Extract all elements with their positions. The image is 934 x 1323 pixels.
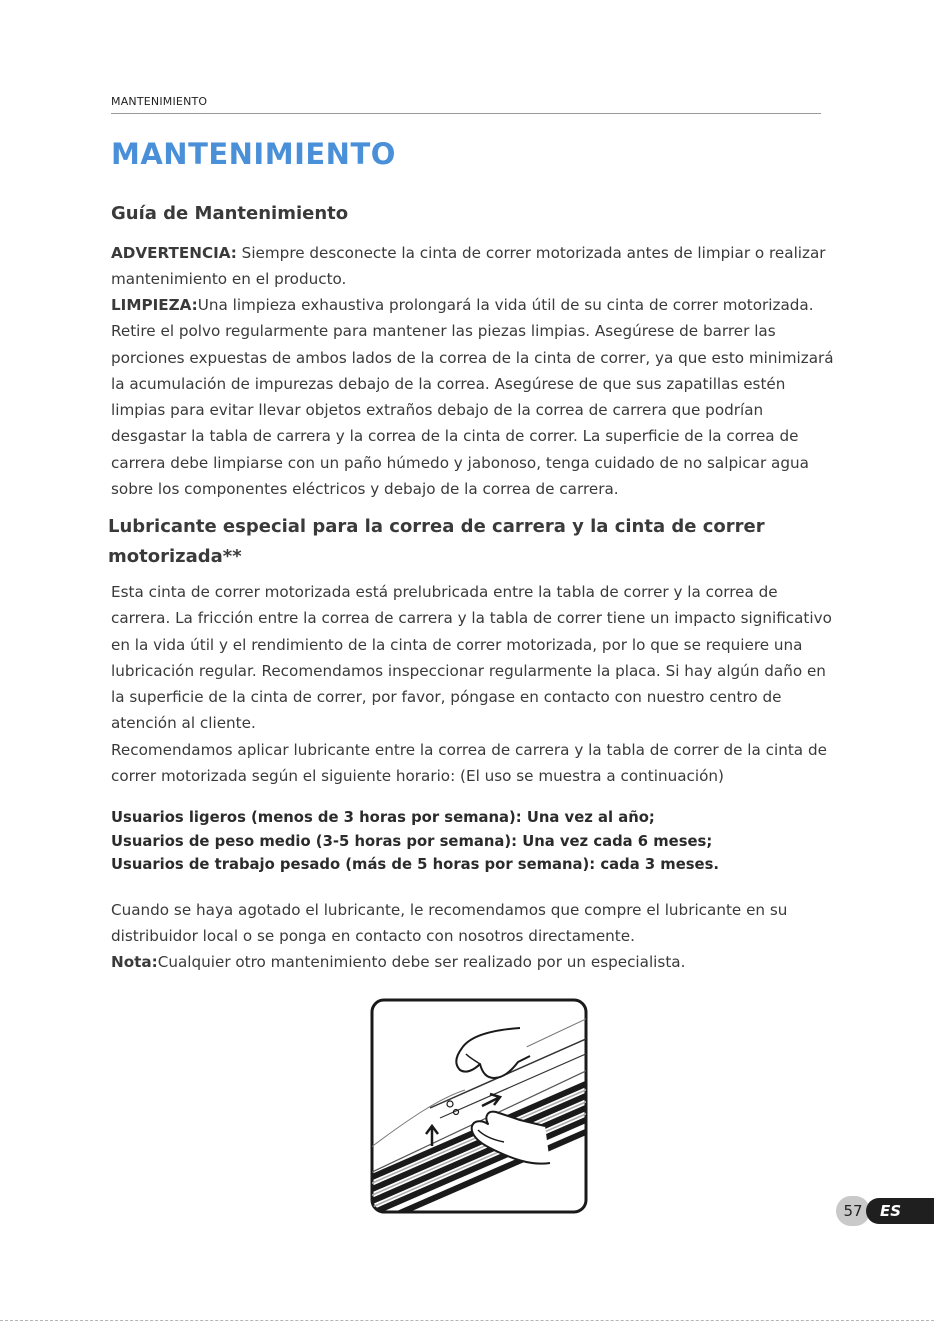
lubricating-treadmill-belt-illustration [370, 998, 588, 1214]
lubrication-schedule [111, 806, 719, 877]
lubricant-heading: Lubricante especial para la correa de carrera y la cinta de correr motorizada** [108, 516, 765, 567]
lubricant-paragraph-2: Recomendamos aplicar lubricante entre la correa de carrera y la tabla de correr de la cinta de correr motorizada según el siguiente horario: (El uso se muestra a continuación) [111, 741, 827, 786]
page-number-badge: 57 [836, 1196, 870, 1226]
schedule-item-heavy: Usuarios de trabajo pesado (más de 5 horas por semana): cada 3 meses. [111, 856, 720, 873]
lubricant-paragraph-1: Esta cinta de correr motorizada está prelubricada entre la tabla de correr y la correa de carrera. La fricción entre la correa de carrera y la tabla de correr tiene un impacto significativo en la vida útil y el rendimiento de la cinta de correr motorizada, por lo que se requiere una lubricación regular. Recomendamos inspeccionar regularmente la placa. Si hay algún daño en la superficie de la cinta de correr, por favor, póngase en contacto con nuestro centro de atención al cliente. [111, 583, 832, 733]
language-tab: ES [866, 1198, 934, 1224]
warning-paragraph [111, 240, 851, 293]
cleaning-text: Una limpieza exhaustiva prolongará la vida útil de su cinta de correr motorizada. Retire el polvo regularmente para mantener las piezas limpias. Asegúrese de barrer las porciones expuestas de ambos lados de la correa de la cinta de correr, ya que esto minimizará la acumulación de impurezas debajo de la correa. Asegúrese de que sus zapatillas estén limpias para evitar llevar objetos extraños debajo de la correa de carrera que podrían desgastar la tabla de carrera y la correa de la cinta de correr. La superficie de la correa de carrera debe limpiarse con un paño húmedo y jabonoso, tenga cuidado de no salpicar agua sobre los componentes eléctricos y debajo de la correa de carrera. [111, 296, 834, 499]
schedule-item-medium: Usuarios de peso medio (3-5 horas por semana): Una vez cada 6 meses; [111, 832, 713, 850]
lubricant-paragraph-3: Cuando se haya agotado el lubricante, le recomendamos que compre el lubricante en su distribuidor local o se ponga en contacto con nosotros directamente. [111, 901, 788, 946]
running-header: MANTENIMIENTO [111, 95, 208, 108]
page-title: MANTENIMIENTO [111, 137, 396, 171]
cleaning-label: LIMPIEZA: [111, 296, 198, 314]
note-label: Nota: [111, 953, 158, 971]
guide-heading: Guía de Mantenimiento [111, 203, 349, 224]
warning-text: Siempre desconecte la cinta de correr motorizada antes de limpiar o realizar mantenimiento en el producto. [111, 244, 826, 289]
warning-label: ADVERTENCIA: [111, 244, 237, 262]
header-divider [111, 113, 821, 114]
schedule-item-light: Usuarios ligeros (menos de 3 horas por semana): Una vez al año; [111, 809, 655, 826]
note-paragraph [111, 949, 851, 975]
note-text: Cualquier otro mantenimiento debe ser realizado por un especialista. [157, 953, 686, 971]
cleaning-paragraph [111, 292, 836, 502]
bottom-dashed-border [0, 1320, 934, 1321]
